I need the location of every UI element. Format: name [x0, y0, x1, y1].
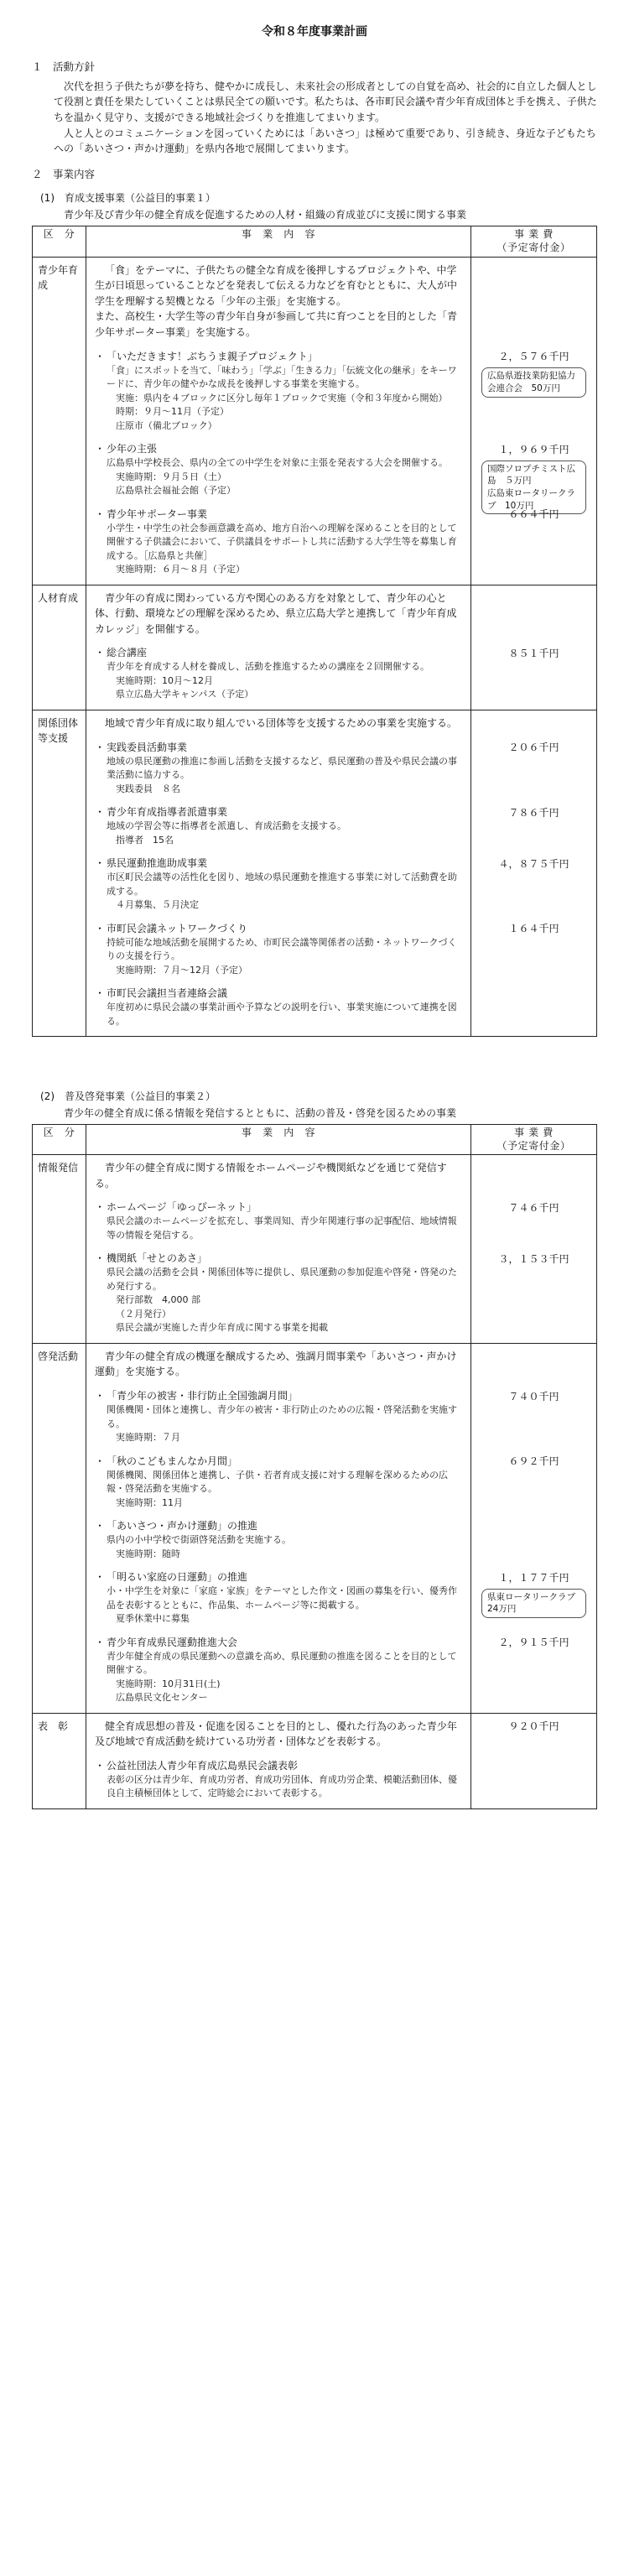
column-header-amount: 事 業 費 （予定寄付金）: [471, 226, 597, 257]
row-category: 情報発信: [33, 1155, 86, 1344]
program-item: [95, 1388, 462, 1445]
program-description: 小学生・中学生の社会参画意識を高め、地方自治への理解を深めることを目的として開催する子供議会において、子供議員をサポートし共に活動する大学生等を募集し育成する。［広島県と共催］: [107, 522, 457, 561]
program-description: 県内の小中学校で街頭啓発活動を実施する。: [107, 1534, 291, 1546]
program-description: 市区町民会議等の活性化を図り、地域の県民運動を推進する事業に対して活動費を助成する。: [107, 872, 457, 897]
program-amount: １６４千円: [508, 923, 559, 934]
program-title: 県民運動推進助成事業: [107, 857, 208, 869]
column-header-content: 事 業 内 容: [86, 226, 471, 257]
program-description: 年度初めに県民会議の事業計画や予算などの説明を行い、事業実施について連携を図る。: [107, 1002, 457, 1027]
row-category: 表 彰: [33, 1713, 86, 1808]
bullet-icon: ・: [95, 1571, 106, 1584]
sponsor-note: 県東ロータリークラブ 24万円: [481, 1589, 586, 1618]
program-note: 実施時期：随時: [116, 1548, 180, 1559]
column-header-category: 区 分: [33, 1125, 86, 1155]
program-note: 実施時期：10月31日(土): [116, 1678, 221, 1689]
business-2-description: 青少年の健全育成に係る情報を発信するとともに、活動の普及・啓発を図るための事業: [64, 1107, 457, 1119]
program-note: 実施時期：10月～12月: [116, 674, 213, 686]
program-description: 持続可能な地域活動を展開するため、市町民会議等関係者の活動・ネットワークづくりの支援を行う。: [107, 936, 457, 961]
program-amount: ２０６千円: [508, 742, 559, 753]
program-description: 「食」にスポットを当て、「味わう」「学ぶ」「生きる力」「伝統文化の継承」をキーワードに、青少年の健やかな成長を後押しする事業を実施する。: [107, 364, 457, 390]
bullet-icon: ・: [95, 1390, 106, 1402]
business-1-description: 青少年及び青少年の健全育成を促進するための人材・組織の育成並びに支援に関する事業: [64, 209, 467, 221]
program-amount: ７４０千円: [508, 1390, 559, 1402]
program-amount: ９２０千円: [508, 1720, 559, 1733]
bullet-icon: ・: [95, 507, 106, 520]
program-title: 少年の主張: [107, 443, 158, 455]
program-title: 青少年育成県民運動推進大会: [107, 1636, 238, 1648]
amount-column: [478, 1714, 590, 1808]
program-item: [95, 1569, 462, 1626]
row-intro: 地域で青少年育成に取り組んでいる団体等を支援するための事業を実施する。: [105, 716, 458, 729]
program-note: 県立広島大学キャンパス（予定）: [116, 689, 254, 700]
program-item: [95, 856, 462, 913]
bullet-icon: ・: [95, 1636, 106, 1648]
bullet-icon: ・: [95, 741, 106, 753]
column-header-category: 区 分: [33, 226, 86, 257]
program-item: [95, 1454, 462, 1511]
program-description: 表彰の区分は青少年、育成功労者、育成功労団体、育成功労企業、模範活動団体、優良自主積極団体として、定時総会において表彰する。: [107, 1773, 457, 1799]
column-header-amount: 事 業 費 （予定寄付金）: [471, 1125, 597, 1155]
column-header-content: 事 業 内 容: [86, 1125, 471, 1155]
row-content: [86, 1155, 471, 1344]
program-amount: ７８６千円: [508, 806, 559, 819]
row-content: [86, 1343, 471, 1713]
table-row: [33, 1343, 597, 1713]
program-note: 発行部数 4,000 部: [116, 1294, 200, 1306]
table-row: [33, 1155, 597, 1344]
program-title: 青少年サポーター事業: [107, 507, 208, 520]
row-intro: 青少年の健全育成の機運を醸成するため、強調月間事業や「あいさつ・声かけ運動」を実施する。: [95, 1350, 457, 1378]
amount-column: [478, 1344, 590, 1713]
program-title: 「あいさつ・声かけ運動」の推進: [107, 1520, 258, 1533]
bullet-icon: ・: [95, 987, 106, 999]
row-amount-cell: [471, 1713, 597, 1808]
program-note: 実施時期：７月: [116, 1432, 180, 1444]
program-title: 「明るい家庭の日運動」の推進: [107, 1571, 248, 1584]
program-description: 青少年を育成する人材を養成し、活動を推進するための講座を２回開催する。: [107, 661, 429, 673]
program-amount: １，９６９千円: [498, 443, 569, 455]
row-amount-cell: [471, 710, 597, 1036]
amount-column: [478, 1155, 590, 1343]
program-note: 夏季休業中に募集: [116, 1613, 190, 1625]
row-intro: 健全育成思想の普及・促進を図ることを目的とし、優れた行為のあった青少年及び地域で育成活動を続けている功労者・団体などを表彰する。: [95, 1720, 457, 1748]
program-item: [95, 645, 462, 702]
sponsor-note: 国際ソロプチミスト広島 ５万円 広島東ロータリークラブ 10万円: [481, 461, 586, 515]
program-item: [95, 804, 462, 847]
program-amount: ７４６千円: [508, 1201, 559, 1214]
program-amount: ２，５７６千円: [498, 351, 569, 363]
program-item: [95, 740, 462, 797]
program-note: 実践委員 ８名: [116, 783, 180, 794]
program-item: [95, 1758, 462, 1801]
business-1-heading: (1) 育成支援事業（公益目的事業１）: [40, 192, 216, 205]
program-note: 実施時期：６月～８月（予定）: [116, 564, 245, 575]
section-1-heading: １ 活動方針: [32, 60, 96, 73]
bullet-icon: ・: [95, 443, 106, 455]
row-category: 人材育成: [33, 585, 86, 710]
program-title: 青少年育成指導者派遣事業: [107, 806, 228, 818]
program-title: 実践委員活動事業: [107, 741, 188, 753]
program-note: ４月募集、５月決定: [116, 899, 199, 910]
program-item: [95, 441, 462, 498]
row-content: [86, 710, 471, 1036]
program-description: 関係機関、関係団体と連携し、子供・若者育成支援に対する理解を深めるための広報・啓発活動を実施する。: [107, 1469, 448, 1495]
row-intro: 「食」をテーマに、子供たちの健全な育成を後押しするプロジェクトや、中学生が日頃思っていることなどを発表して伝える力などを育むとともに、大人が中学生を理解する契機となる「少年の主張」を実施する。 また、高校生・大学生等の青少年自身が参画して共に育つことを目的とした「青少年サポーター事業」を実施する。: [95, 263, 458, 339]
business-2-table-holder: [32, 1124, 597, 1809]
program-note: 時期：９月～11月（予定）: [116, 406, 229, 418]
program-amount: ６６４千円: [508, 508, 559, 521]
bullet-icon: ・: [95, 350, 106, 362]
program-description: 広島県中学校長会、県内の全ての中学生を対象に主張を発表する大会を開催する。: [107, 457, 448, 469]
program-description: 青少年健全育成の県民運動への意識を高め、県民運動の推進を図ることを目的として開催する。: [107, 1650, 457, 1676]
program-description: 関係機関・団体と連携し、青少年の被害・非行防止のための広報・啓発活動を実施する。: [107, 1404, 457, 1429]
program-item: [95, 1518, 462, 1561]
program-amount: ２，９１５千円: [498, 1637, 569, 1649]
amount-column: [478, 585, 590, 710]
business-1-table-holder: [32, 226, 597, 1037]
program-note: 広島県社会福祉会館（予定）: [116, 485, 236, 497]
program-title: ホームページ「ゆっぴーネット」: [107, 1201, 257, 1214]
program-description: 地域の学習会等に指導者を派遣し、育成活動を支援する。: [107, 820, 346, 831]
program-note: 県民会議が実施した青少年育成に関する事業を掲載: [116, 1322, 328, 1334]
table-row: [33, 1713, 597, 1808]
row-content: [86, 1713, 471, 1808]
program-item: [95, 1251, 462, 1335]
row-content: [86, 585, 471, 710]
program-note: 庄原市（備北ブロック）: [116, 419, 217, 431]
program-note: 実施時期：９月５日（土）: [116, 471, 226, 482]
row-amount-cell: [471, 585, 597, 710]
program-item: [95, 349, 462, 434]
bullet-icon: ・: [95, 1759, 106, 1772]
program-title: 「いただきます！ぶちうま親子プロジェクト」: [107, 350, 318, 362]
bullet-icon: ・: [95, 1455, 106, 1467]
budget-table: [32, 1124, 597, 1809]
program-title: 公益社団法人青少年育成広島県民会議表彰: [107, 1759, 299, 1772]
document-title: 令和８年度事業計画: [262, 25, 367, 39]
sponsor-note: 広島県遊技業防犯協力会連合会 50万円: [481, 367, 586, 397]
amount-column: [478, 258, 590, 585]
row-intro: 青少年の育成に関わっている方や関心のある方を対象として、青少年の心と体、行動、環境などの理解を深めるため、県立広島大学と連携して「青少年育成カレッジ」を開催する。: [95, 591, 457, 635]
program-note: 広島県民文化センター: [116, 1692, 208, 1704]
section-2-heading: ２ 事業内容: [32, 167, 96, 180]
table-row: [33, 585, 597, 710]
program-amount: ３，１５３千円: [498, 1252, 569, 1265]
program-item: [95, 986, 462, 1028]
program-title: 「青少年の被害・非行防止全国強調月間」: [107, 1390, 299, 1402]
program-item: [95, 507, 462, 577]
row-amount-cell: [471, 257, 597, 585]
program-title: 「秋のこどもまんなか月間」: [107, 1455, 238, 1467]
bullet-icon: ・: [95, 1201, 106, 1214]
policy-paragraph-1: 次代を担う子供たちが夢を持ち、健やかに成長し、未来社会の形成者としての自覚を高め、社会的に自立した個人として役割と責任を果たしていくことは県民全ての願いです。私たちは、各市町民会議や青少年育成団体と手を携え、子供たちを温かく見守り、支援ができる地域社会づくりを推進してまいります。: [54, 80, 597, 123]
program-title: 市町民会議担当者連絡会議: [107, 987, 228, 999]
bullet-icon: ・: [95, 647, 106, 659]
program-item: [95, 921, 462, 978]
program-note: （２月発行）: [116, 1308, 171, 1319]
row-intro: 青少年の健全育成に関する情報をホームページや機関紙などを通じて発信する。: [95, 1162, 447, 1189]
row-category: 青少年育成: [33, 257, 86, 585]
business-2-heading: (2) 普及啓発事業（公益目的事業２）: [40, 1090, 216, 1102]
program-item: [95, 1200, 462, 1242]
program-title: 市町民会議ネットワークづくり: [107, 922, 248, 934]
program-note: 実施：県内を４ブロックに区分し毎年１ブロックで実施（令和３年度から開始）: [116, 392, 448, 403]
row-content: [86, 257, 471, 585]
program-item: [95, 1635, 462, 1705]
budget-table: [32, 226, 597, 1037]
row-amount-cell: [471, 1343, 597, 1713]
program-amount: ４，８７５千円: [498, 857, 569, 870]
policy-paragraph-2: 人と人とのコミュニケーションを図っていくためには「あいさつ」は極めて重要であり、引き続き、身近な子どもたちへの「あいさつ・声かけ運動」を県内各地で展開してまいります。: [54, 127, 596, 155]
program-amount: ８５１千円: [508, 647, 559, 659]
table-row: [33, 257, 597, 585]
bullet-icon: ・: [95, 806, 106, 818]
row-amount-cell: [471, 1155, 597, 1344]
program-description: 県民会議のホームページを拡充し、事業周知、青少年関連行事の記事配信、地域情報等の情報を発信する。: [107, 1215, 457, 1241]
program-amount: １，１７７千円: [498, 1571, 569, 1584]
program-title: 機関紙「せとのあさ」: [107, 1252, 208, 1265]
row-category: 関係団体等支援: [33, 710, 86, 1036]
program-description: 小・中学生を対象に「家庭・家族」をテーマとした作文・図画の募集を行い、優秀作品を表彰するとともに、作品集、ホームページ等に掲載する。: [107, 1585, 457, 1611]
bullet-icon: ・: [95, 922, 106, 934]
program-amount: ６９２千円: [508, 1455, 559, 1468]
program-note: 実施時期：11月: [116, 1496, 183, 1508]
amount-column: [478, 710, 590, 1036]
program-title: 総合講座: [107, 647, 148, 659]
row-category: 啓発活動: [33, 1343, 86, 1713]
bullet-icon: ・: [95, 1520, 106, 1533]
program-note: 指導者 15名: [116, 834, 174, 846]
program-note: 実施時期：７月～12月（予定）: [116, 964, 247, 976]
bullet-icon: ・: [95, 857, 106, 869]
program-description: 県民会議の活動を会員・関係団体等に提供し、県民運動の参加促進や啓発・啓発のため発行する。: [107, 1267, 457, 1292]
bullet-icon: ・: [95, 1252, 106, 1265]
table-row: [33, 710, 597, 1036]
program-description: 地域の県民運動の推進に参画し活動を支援するなど、県民運動の普及や県民会議の事業活動に協力する。: [107, 755, 457, 780]
